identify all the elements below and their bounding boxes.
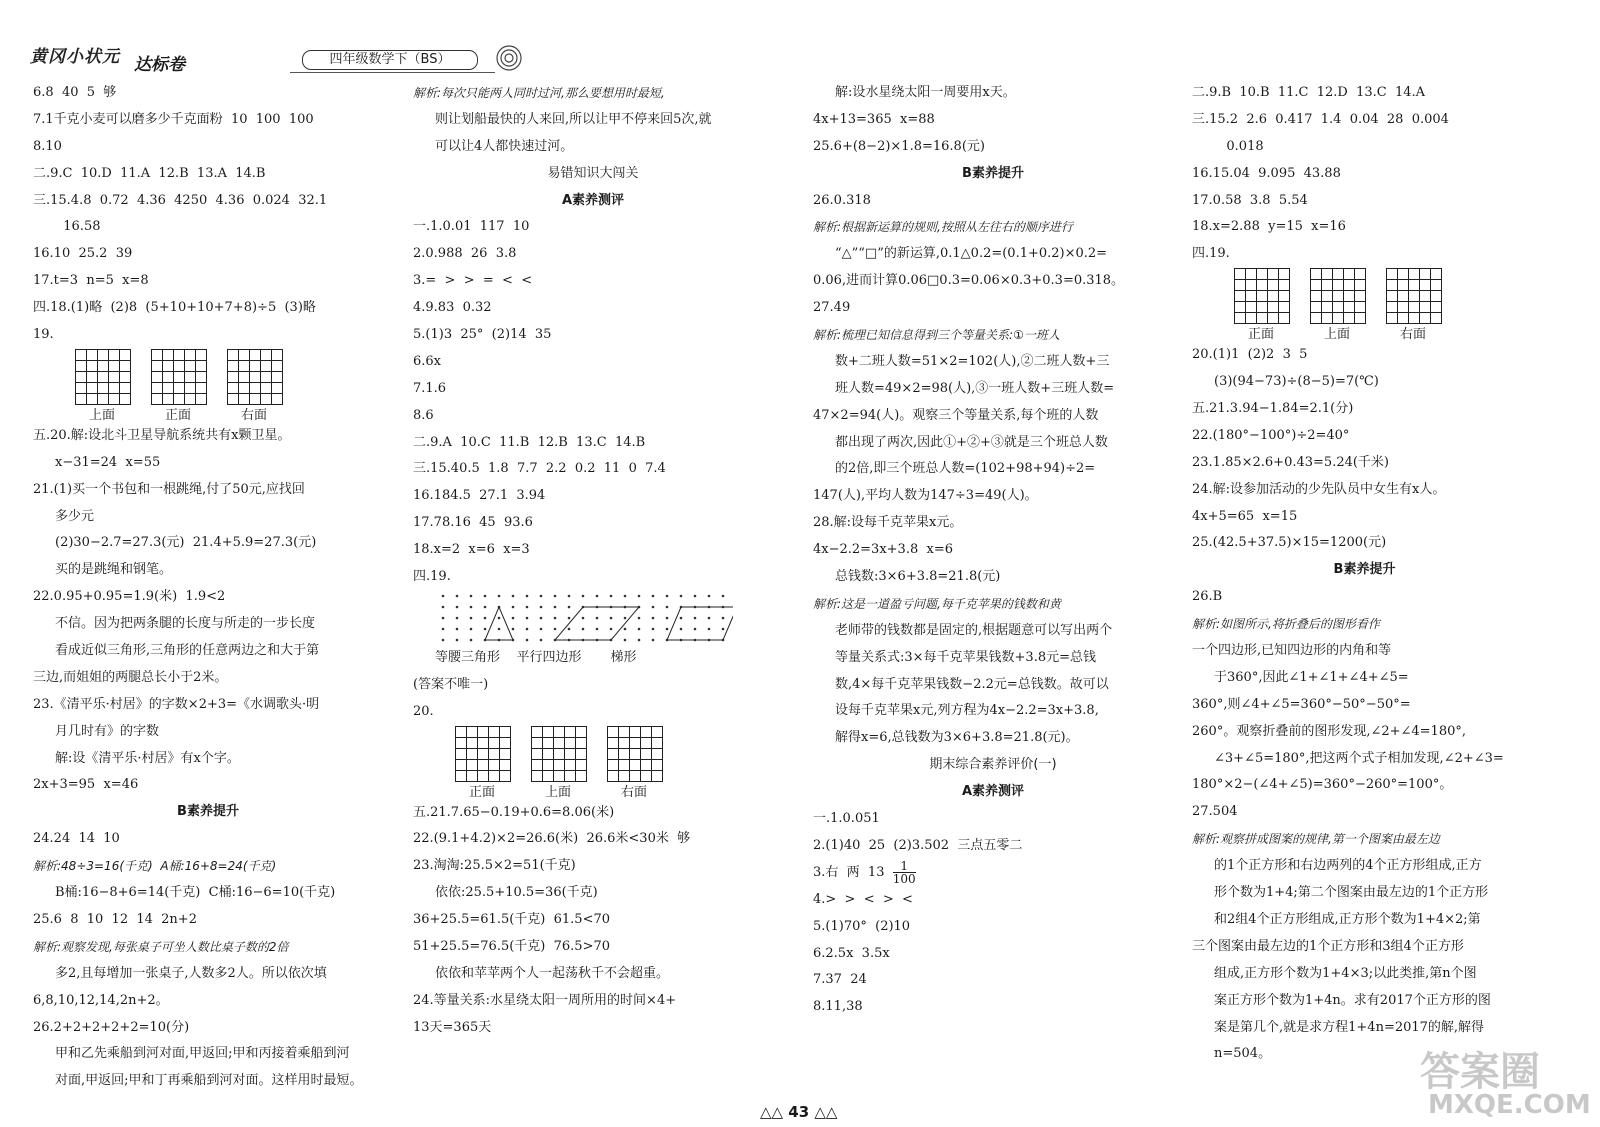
answer-line: 三.15.4.8 0.72 4.36 4250 4.36 0.024 32.1 [33,192,328,208]
answer-line: 五.21.7.65−0.19+0.6=8.06(米) [413,804,615,820]
answer-line: 17.78.16 45 93.6 [413,515,533,531]
view-label: 正面 [1247,327,1274,343]
answer-column-1 [33,80,383,1095]
answer-line: 多2,且每增加一张桌子,人数多2人。所以依次填 [55,965,327,981]
answer-line: 一个四边形,已知四边形的内角和等 [1192,643,1392,659]
answer-line: 一.1.0.01 117 10 [413,219,530,235]
answer-line: (3)(94−73)÷(8−5)=7(℃) [1214,374,1379,390]
answer-line: 等量关系式:3×每千克苹果钱数+3.8元=总钱 [835,649,1097,665]
answer-line: 25.(42.5+37.5)×15=1200(元) [1192,535,1387,551]
answer-line: 4x+13=365 x=88 [813,111,935,127]
answer-line: 对面,甲返回;甲和丁再乘船到河对面。这样用时最短。 [55,1073,363,1089]
answer-line: 可以让4人都快速过河。 [435,138,574,154]
answer-line: 不信。因为把两条腿的长度与所走的一步长度 [55,616,316,632]
answer-line: 26.B [1192,589,1223,605]
answer-line: 23.《清平乐·村居》的字数×2+3=《水调歌头·明 [33,696,320,712]
header-rule [290,72,495,73]
page-number: △△ 43 △△ [760,1103,838,1121]
answer-line: 16.15.04 9.095 43.88 [1192,165,1341,181]
dot-grid-figure [413,591,733,645]
answer-line: 7.1千克小麦可以磨多少千克面粉 10 100 100 [33,111,314,127]
answer-line: 16.184.5 27.1 3.94 [413,488,546,504]
answer-column-4 [1192,80,1537,1068]
answer-line: 形个数为1+4;第二个图案由最左边的1个正方形 [1214,885,1489,901]
answer-line: 6.2.5x 3.5x [813,945,890,961]
view-label: 上面 [1323,327,1350,343]
answer-line: 三边,而姐姐的两腿总长小于2米。 [33,669,228,685]
view-grid [607,726,663,782]
answer-line: 老师带的钱数都是固定的,根据题意可以写出两个 [835,622,1113,638]
answer-line: 5.(1)3 25° (2)14 35 [413,327,552,343]
answer-line: “△”“□”的新运算,0.1△0.2=(0.1+0.2)×0.2= [835,246,1108,262]
view-label: 右面 [240,407,267,423]
view-grid [1310,268,1366,324]
watermark-site: MXQE.COM [1428,1090,1591,1120]
view-grids [413,726,773,780]
answer-line: 依依:25.5+10.5=36(千克) [435,885,598,901]
answer-line: (答案不唯一) [413,676,489,692]
answer-line: 28.解:设每千克苹果x元。 [813,515,963,531]
answer-line: 4.9.83 0.32 [413,300,492,316]
answer-line: 180°×2−(∠4+∠5)=360°−260°=100°。 [1192,777,1453,793]
answer-line: x−31=24 x=55 [55,454,161,470]
answer-line: 27.504 [1192,804,1238,820]
answer-line: 23.1.85×2.6+0.43=5.24(千米) [1192,454,1390,470]
answer-line: 三.15.2 2.6 0.417 1.4 0.04 28 0.004 [1192,111,1449,127]
answer-line: 20. [413,703,434,719]
answer-line: 解析:根据新运算的规则,按照从左往右的顺序进行 [813,220,1073,235]
answer-line: 3.右 两 13 $\frac{1}{100}$ [813,858,916,886]
answer-line: 解析:梳理已知信息得到三个等量关系:①一班人 [813,328,1060,343]
view-grid [1386,268,1442,324]
answer-line: 22.0.95+0.95=1.9(米) 1.9<2 [33,589,226,605]
answer-line: 8.6 [413,407,434,423]
answer-line: 买的是跳绳和钢笔。 [55,562,173,578]
answer-line: 二.9.B 10.B 11.C 12.D 13.C 14.A [1192,85,1426,100]
parallelogram-shape [555,607,639,640]
answer-line: 22.(9.1+4.2)×2=26.6(米) 26.6米<30米 够 [413,831,691,847]
answer-line: 五.21.3.94−1.84=2.1(分) [1192,401,1354,417]
answer-line: 2.(1)40 25 (2)3.502 三点五零二 [813,837,1023,853]
answer-line: 解析:观察拼成图案的规律,第一个图案由最左边 [1192,832,1440,847]
answer-line: 17.0.58 3.8 5.54 [1192,192,1308,208]
answer-line: 5.(1)70° (2)10 [813,918,911,934]
view-label: 右面 [620,784,647,800]
answer-line: 27.49 [813,300,851,316]
answer-line: 解析:如图所示,将折叠后的图形看作 [1192,617,1380,632]
answer-column-3 [813,80,1173,1021]
answer-line: 案是第几个,就是求方程1+4n=2017的解,解得 [1214,1019,1485,1035]
section-heading: B素养提升 [1333,562,1396,578]
answer-line: 25.6 8 10 12 14 2n+2 [33,911,197,927]
answer-line: 解得x=6,总钱数为3×6+3.8=21.8(元)。 [835,730,1079,746]
answer-line: 16.10 25.2 39 [33,246,133,262]
answer-line: 的1个正方形和右边两列的4个正方形组成,正方 [1214,858,1482,874]
answer-line: 数,4×每千克苹果钱数−2.2元=总钱数。故可以 [835,676,1109,692]
answer-line: 四.18.(1)略 (2)8 (5+10+10+7+8)÷5 (3)略 [33,300,316,316]
answer-line: 4x+5=65 x=15 [1192,508,1298,524]
view-label: 上面 [544,784,571,800]
answer-line: 16.58 [55,219,101,235]
answer-line: 23.淘淘:25.5×2=51(千克) [413,858,576,874]
answer-line: 案正方形个数为1+4n。求有2017个正方形的图 [1214,992,1491,1008]
view-label: 右面 [1399,327,1426,343]
answer-line: 解析:观察发现,每张桌子可坐人数比桌子数的2倍 [33,939,289,954]
view-grids [1192,268,1537,322]
answer-line: 解:设《清平乐·村居》有x个字。 [55,750,240,766]
answer-line: 于360°,因此∠1+∠1+∠4+∠5= [1214,669,1409,685]
answer-line: 7.1.6 [413,380,447,396]
answer-line: 四.19. [413,569,451,585]
answer-line: 3.= > > = < < [413,273,533,289]
trapezoid-shape [667,607,733,640]
answer-line: 51+25.5=76.5(千克) 76.5>70 [413,939,611,955]
answer-line: 总钱数:3×6+3.8=21.8(元) [835,569,1001,585]
section-heading: B素养提升 [962,165,1024,181]
answer-line: 和2组4个正方形组成,正方形个数为1+4×2;第 [1214,911,1481,927]
answer-line: 0.018 [1214,138,1264,154]
view-label: 正面 [164,407,191,423]
answer-line: 数+二班人数=51×2=102(人),②二班人数+三 [835,353,1110,369]
answer-line: 17.t=3 n=5 x=8 [33,273,149,289]
view-grid [151,349,207,405]
view-label: 上面 [88,407,115,423]
answer-line: 等腰三角形 平行四边形 梯形 [435,649,637,665]
answer-line: 360°,则∠4+∠5=360°−50°−50°= [1192,696,1411,712]
part-title: 易错知识大闯关 [547,165,639,181]
answer-line: 依依和苹苹两个人一起荡秋千不会超重。 [435,965,670,981]
answer-line: 6.8 40 5 够 [33,85,117,100]
answer-line: 解:设水星绕太阳一周要用x天。 [835,85,1016,100]
answer-line: 4x−2.2=3x+3.8 x=6 [813,542,953,558]
answer-line: 8.10 [33,138,62,154]
answer-column-2 [413,80,773,1042]
answer-line: 6,8,10,12,14,2n+2。 [33,992,169,1008]
section-heading: B素养提升 [177,804,239,820]
answer-line: 26.2+2+2+2+2=10(分) [33,1019,190,1035]
answer-line: 班人数=49×2=98(人),③一班人数+三班人数= [835,380,1115,396]
answer-line: 四.19. [1192,246,1230,262]
answer-line: 解析:48÷3=16(千克) A桶:16+8=24(千克) [33,859,277,874]
answer-line: 三个图案由最左边的1个正方形和3组4个正方形 [1192,938,1464,954]
section-heading: A素养测评 [561,192,625,208]
answer-line: n=504。 [1214,1046,1272,1062]
part-title: 期末综合素养评价(一) [929,757,1057,773]
answer-line: 解析:这是一道盈亏问题,每千克苹果的钱数和黄 [813,596,1061,611]
answer-line: (2)30−2.7=27.3(元) 21.4+5.9=27.3(元) [55,535,317,551]
answer-line: 看成近似三角形,三角形的任意两边之和大于第 [55,643,320,659]
page-header [30,42,510,82]
answer-line: 26.0.318 [813,192,871,208]
answer-line: 20.(1)1 (2)2 3 5 [1192,347,1308,363]
answer-line: 13天=365天 [413,1019,492,1035]
view-grids [33,349,383,403]
answer-line: 36+25.5=61.5(千克) 61.5<70 [413,912,611,928]
swirl-icon [495,44,523,72]
answer-line: 47×2=94(人)。观察三个等量关系,每个班的人数 [813,407,1099,423]
answer-line: 147(人),平均人数为147÷3=49(人)。 [813,488,1038,504]
section-heading: A素养测评 [961,784,1025,800]
answer-line: 18.x=2.88 y=15 x=16 [1192,219,1346,235]
answer-line: 组成,正方形个数为1+4×3;以此类推,第n个图 [1214,965,1477,981]
answer-line: 18.x=2 x=6 x=3 [413,542,530,558]
answer-line: 6.6x [413,353,442,369]
view-grid [455,726,511,782]
answer-line: ∠3+∠5=180°,把这两个式子相加发现,∠2+∠3= [1214,750,1504,766]
answer-line: 260°。观察折叠前的图形发现,∠2+∠4=180°, [1192,723,1467,739]
answer-line: 7.37 24 [813,972,867,988]
view-grid [1234,268,1290,324]
answer-line: 三.15.40.5 1.8 7.7 2.2 0.2 11 0 7.4 [413,461,666,477]
answer-line: 一.1.0.051 [813,811,880,827]
series-title: 达标卷 [134,55,185,75]
answer-line: 甲和乙先乘船到河对面,甲返回;甲和丙接着乘船到河 [55,1046,350,1062]
answer-line: 24.等量关系:水星绕太阳一周所用的时间×4+ [413,992,677,1008]
answer-line: 2x+3=95 x=46 [33,777,139,793]
answer-line: 25.6+(8−2)×1.8=16.8(元) [813,138,985,154]
answer-line: 多少元 [55,508,95,524]
view-grid [75,349,131,405]
answer-line: 则让划船最快的人来回,所以让甲不停来回5次,就 [435,111,712,127]
answer-line: 21.(1)买一个书包和一根跳绳,付了50元,应找回 [33,481,305,497]
answer-line: 月几时有》的字数 [55,723,160,739]
answer-line: 五.20.解:设北斗卫星导航系统共有x颗卫星。 [33,427,291,443]
answer-line: 0.06,进而计算0.06□0.3=0.06×0.3+0.3=0.318。 [813,273,1125,289]
view-label: 正面 [468,784,495,800]
answer-line: 二.9.C 10.D 11.A 12.B 13.A 14.B [33,165,266,181]
view-grid [227,349,283,405]
answer-line: 24.24 14 10 [33,831,120,847]
brand-logo: 黄冈小状元 [30,47,120,67]
answer-line: 解析:每次只能两人同时过河,那么要想用时最短, [413,86,665,100]
grade-label: 四年级数学下（BS） [302,50,478,70]
answer-line: 19. [33,327,54,343]
answer-line: 2.0.988 26 3.8 [413,246,517,262]
answer-line: 8.11,38 [813,999,863,1015]
answer-line: B桶:16−8+6=14(千克) C桶:16−6=10(千克) [55,885,336,901]
watermark-logo: 答案圈 [1420,1049,1540,1095]
answer-line: 4.> > < > < [813,891,913,907]
answer-line: 设每千克苹果x元,列方程为4x−2.2=3x+3.8, [835,703,1099,719]
view-grid [531,726,587,782]
triangle-shape [485,607,513,640]
answer-line: 二.9.A 10.C 11.B 12.B 13.C 14.B [413,434,646,450]
answer-line: 24.解:设参加活动的少先队员中女生有x人。 [1192,481,1446,497]
answer-line: 都出现了两次,因此①+②+③就是三个班总人数 [835,434,1108,450]
fraction: $\frac{1}{100}$ [892,858,916,886]
answer-line: 22.(180°−100°)÷2=40° [1192,427,1350,443]
answer-line: 的2倍,即三个班总人数=(102+98+94)÷2= [835,461,1096,477]
